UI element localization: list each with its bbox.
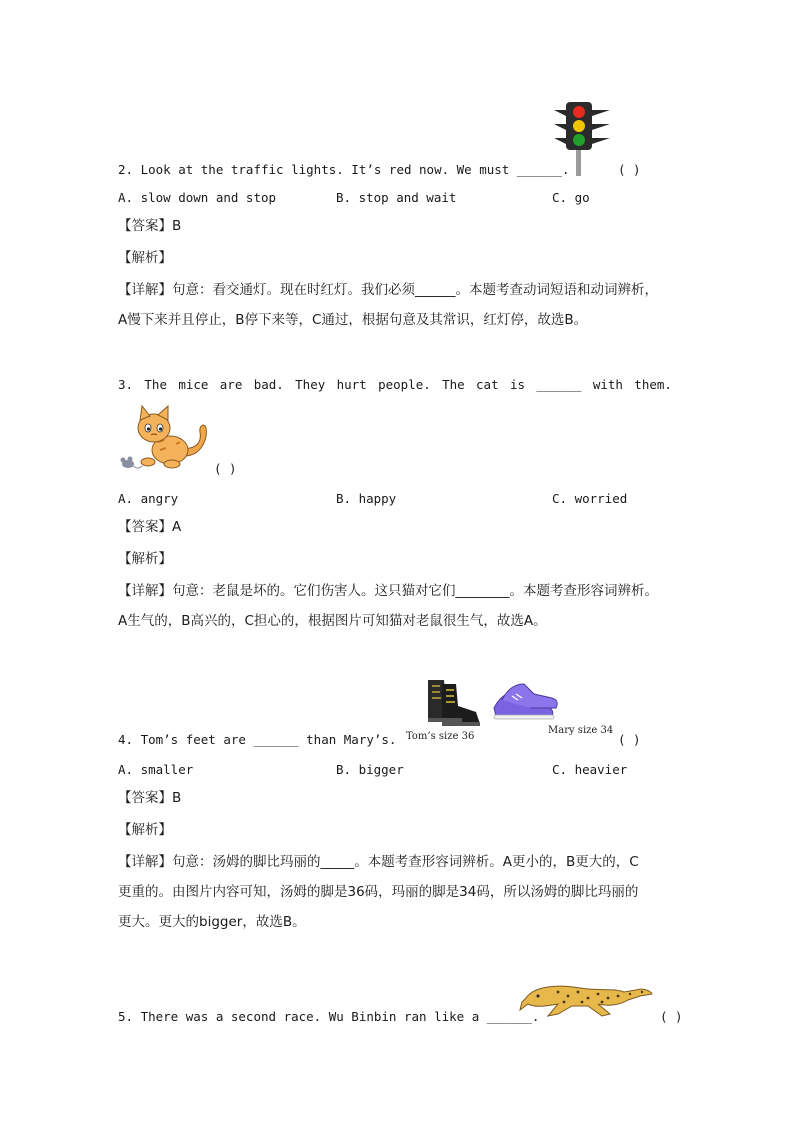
q3-word: are <box>219 377 243 392</box>
q3-option-a: A. angry <box>118 491 179 506</box>
cat-and-mouse-icon <box>118 404 210 472</box>
q5-stem: 5. There was a second race. Wu Binbin ran like a ______. <box>118 1009 540 1024</box>
q3-word: cat <box>476 377 499 392</box>
q2-option-b: B. stop and wait <box>336 190 457 205</box>
q3-word: them. <box>634 377 672 392</box>
q3-detail-line-2: A生气的，B高兴的，C担心的，根据图片可知猫对老鼠很生气，故选A。 <box>118 613 547 629</box>
q3-word: 3. <box>118 377 134 392</box>
q3-word: hurt <box>336 377 367 392</box>
q2-answer-paren: ( ) <box>618 162 641 177</box>
q3-word: They <box>295 377 326 392</box>
q4-detail-line-2: 更重的。由图片内容可知，汤姆的脚是36码，玛丽的脚是34码，所以汤姆的脚比玛丽的 <box>118 884 639 900</box>
q2-option-a: A. slow down and stop <box>118 190 277 205</box>
q4-detail-line-1: 【详解】句意：汤姆的脚比玛丽的_____。本题考查形容词辨析。A更小的，B更大的，C <box>118 854 639 870</box>
q3-detail-line-1: 【详解】句意：老鼠是坏的。它们伤害人。这只猫对它们________。本题考查形容词辨析。 <box>118 583 658 599</box>
q3-word: The <box>144 377 167 392</box>
q3-stem <box>118 376 672 394</box>
q4-detail-line-3: 更大。更大的bigger，故选B。 <box>118 914 306 930</box>
q4-answer-paren: ( ) <box>618 732 641 747</box>
q3-word: mice <box>178 377 209 392</box>
q3-word: bad. <box>253 377 284 392</box>
q2-detail-line-1: 【详解】句意：看交通灯。现在时红灯。我们必须______。本题考查动词短语和动词辨析， <box>118 282 658 298</box>
q3-word: is <box>509 377 525 392</box>
q4-option-b: B. bigger <box>336 762 404 777</box>
q3-answer: 【答案】A <box>118 519 182 535</box>
q4-stem: 4. Tom’s feet are ______ than Mary’s. <box>118 732 397 747</box>
q4-option-c: C. heavier <box>552 762 628 777</box>
boots-icon <box>420 676 486 728</box>
q2-answer: 【答案】B <box>118 218 182 234</box>
q3-word: with <box>592 377 623 392</box>
q3-answer-paren: ( ) <box>214 461 237 476</box>
q3-option-b: B. happy <box>336 491 397 506</box>
q3-word: people. <box>378 377 431 392</box>
q3-option-c: C. worried <box>552 491 628 506</box>
q3-word: ______ <box>536 377 582 392</box>
q5-answer-paren: ( ) <box>660 1009 683 1024</box>
q4-option-a: A. smaller <box>118 762 194 777</box>
q2-detail-line-2: A慢下来并且停止，B停下来等，C通过，根据句意及其常识，红灯停，故选B。 <box>118 312 588 328</box>
mary-size-caption: Mary size 34 <box>548 725 614 736</box>
q4-analysis-label: 【解析】 <box>118 822 172 838</box>
q2-analysis-label: 【解析】 <box>118 250 172 266</box>
q3-word: The <box>442 377 465 392</box>
q2-stem: 2. Look at the traffic lights. It’s red now. We must ______. <box>118 162 570 177</box>
sneakers-icon <box>490 682 560 724</box>
q4-answer: 【答案】B <box>118 790 182 806</box>
q3-analysis-label: 【解析】 <box>118 551 172 567</box>
q2-option-c: C. go <box>552 190 590 205</box>
tom-size-caption: Tom’s size 36 <box>406 731 475 742</box>
